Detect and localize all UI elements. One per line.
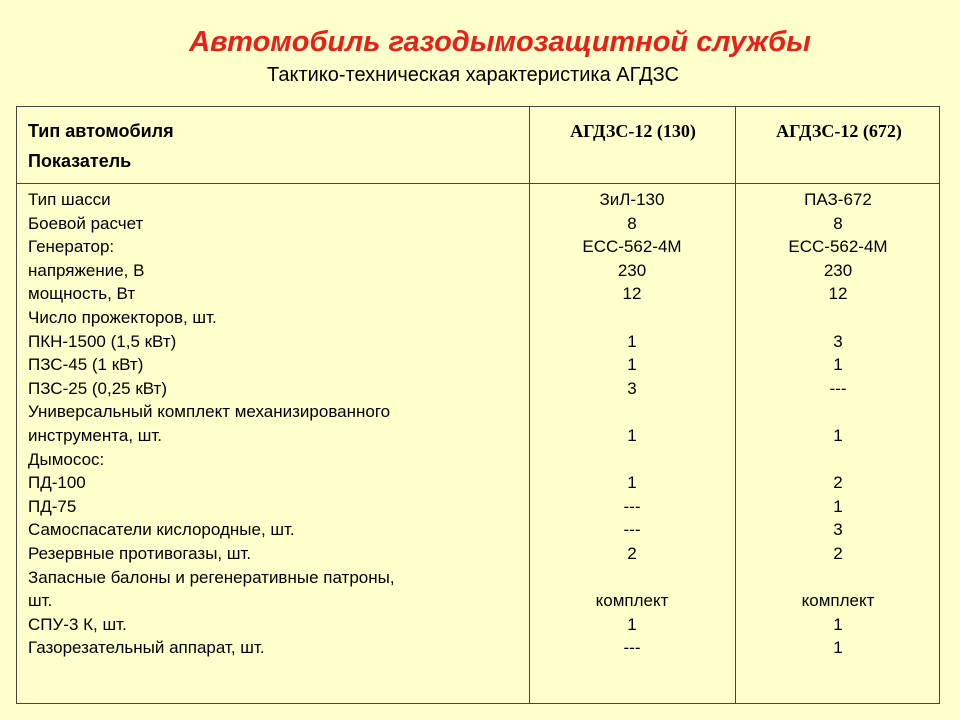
- row-parameter: ПКН-1500 (1,5 кВт): [28, 331, 177, 351]
- row-parameter: шт.: [28, 591, 53, 611]
- row-value-agdzs-130: комплект: [595, 591, 669, 611]
- row-parameter: Боевой расчет: [28, 213, 144, 233]
- row-value-agdzs-130: [532, 400, 732, 424]
- row-value-agdzs-130: 2: [627, 543, 637, 563]
- row-value-agdzs-672: 2: [833, 473, 843, 493]
- row-value-agdzs-130: 3: [627, 378, 637, 398]
- row-value-agdzs-672: 1: [833, 614, 843, 634]
- row-parameter: СПУ-3 К, шт.: [28, 614, 127, 634]
- row-value-agdzs-130: 1: [627, 614, 637, 634]
- row-parameter: Тип шасси: [28, 190, 111, 209]
- row-value-agdzs-130: 230: [617, 260, 647, 280]
- row-value-agdzs-672: ---: [829, 378, 847, 398]
- row-parameter: ПД-100: [28, 473, 86, 493]
- row-value-agdzs-672: ПАЗ-672: [804, 190, 872, 209]
- row-value-agdzs-130: [532, 566, 732, 590]
- header-parameter-label: Показатель: [28, 151, 132, 171]
- row-value-agdzs-672: ЕСС-562-4М: [788, 237, 888, 257]
- row-value-agdzs-672: [738, 400, 938, 424]
- header-column-agdzs-130: АГДЗС-12 (130): [570, 121, 696, 141]
- row-value-agdzs-672: [738, 306, 938, 330]
- row-value-agdzs-130: 1: [627, 331, 637, 351]
- row-value-agdzs-130: 1: [627, 425, 637, 445]
- row-value-agdzs-672: 8: [833, 213, 843, 233]
- row-value-agdzs-672: 12: [828, 284, 848, 304]
- row-value-agdzs-672: 2: [833, 543, 843, 563]
- row-value-agdzs-130: 1: [627, 355, 637, 375]
- parameter-column: [28, 188, 528, 660]
- row-parameter: Число прожекторов, шт.: [28, 307, 217, 327]
- row-value-agdzs-672: 3: [833, 520, 843, 540]
- row-parameter: мощность, Вт: [28, 284, 136, 304]
- row-value-agdzs-130: ---: [623, 638, 641, 658]
- row-value-agdzs-672: 1: [833, 425, 843, 445]
- header-divider: [17, 183, 939, 184]
- row-parameter: напряжение, В: [28, 260, 145, 280]
- row-value-agdzs-130: ---: [623, 496, 641, 516]
- row-value-agdzs-130: 1: [627, 473, 637, 493]
- row-value-agdzs-130: 12: [622, 284, 642, 304]
- column-divider-1: [529, 107, 530, 703]
- row-value-agdzs-672: комплект: [801, 591, 875, 611]
- row-value-agdzs-672: 1: [833, 638, 843, 658]
- row-parameter: ПД-75: [28, 496, 77, 516]
- row-value-agdzs-672: 3: [833, 331, 843, 351]
- row-parameter: ПЗС-25 (0,25 кВт): [28, 378, 167, 398]
- row-parameter: Дымосос:: [28, 449, 105, 469]
- row-value-agdzs-672: 230: [823, 260, 853, 280]
- page-title: Автомобиль газодымозащитной службы: [189, 26, 811, 58]
- row-parameter: Запасные балоны и регенеративные патроны,: [28, 567, 395, 587]
- column-divider-2: [735, 107, 736, 703]
- row-value-agdzs-672: [738, 448, 938, 472]
- row-value-agdzs-130: [532, 448, 732, 472]
- row-value-agdzs-672: [738, 566, 938, 590]
- header-vehicle-type-label: Тип автомобиля: [28, 121, 174, 141]
- row-value-agdzs-130: ЗиЛ-130: [599, 190, 665, 209]
- row-value-agdzs-130: [532, 306, 732, 330]
- row-value-agdzs-130: 8: [627, 213, 637, 233]
- header-column-agdzs-672: АГДЗС-12 (672): [776, 121, 902, 141]
- row-parameter: ПЗС-45 (1 кВт): [28, 355, 144, 375]
- row-value-agdzs-672: 1: [833, 496, 843, 516]
- row-value-agdzs-130: ---: [623, 520, 641, 540]
- row-value-agdzs-130: ЕСС-562-4М: [582, 237, 682, 257]
- row-parameter: Самоспасатели кислородные, шт.: [28, 520, 295, 540]
- agdzs-672-column: [738, 188, 938, 660]
- row-parameter: Газорезательный аппарат, шт.: [28, 638, 265, 658]
- agdzs-130-column: [532, 188, 732, 660]
- page-subtitle: Тактико-техническая характеристика АГДЗС: [267, 64, 679, 86]
- row-parameter: инструмента, шт.: [28, 425, 163, 445]
- row-parameter: Универсальный комплект механизированного: [28, 402, 391, 422]
- row-value-agdzs-672: 1: [833, 355, 843, 375]
- row-parameter: Резервные противогазы, шт.: [28, 543, 252, 563]
- row-parameter: Генератор:: [28, 237, 115, 257]
